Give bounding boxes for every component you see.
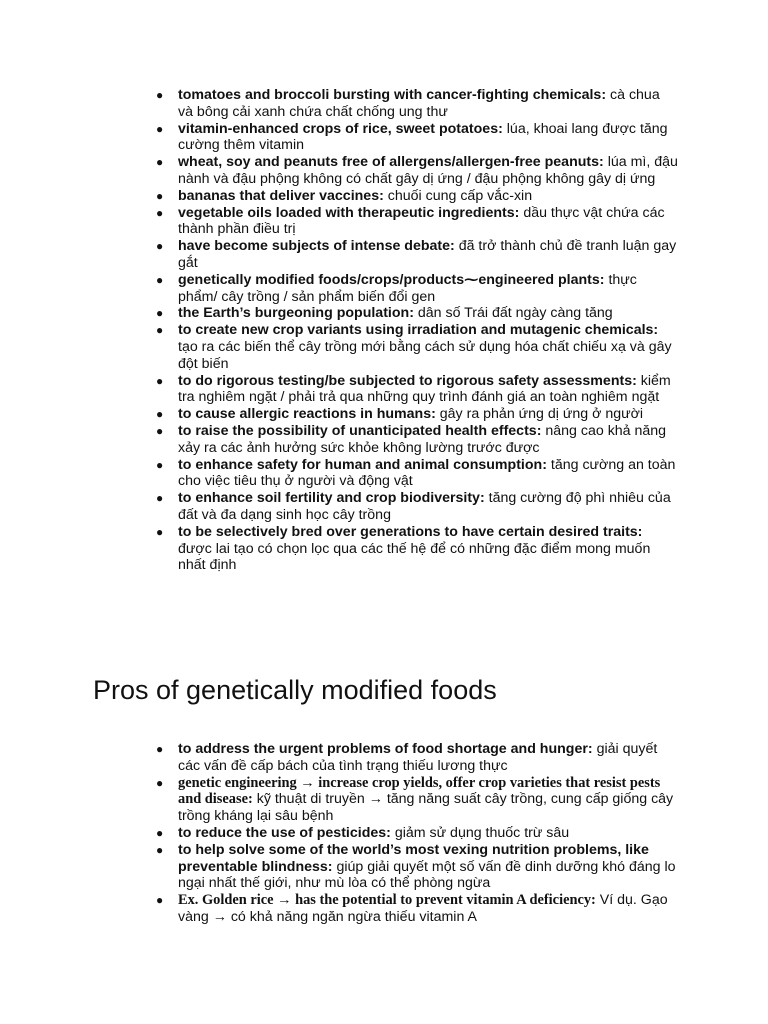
list-item bbox=[156, 741, 678, 775]
definition-text: thực phẩm/ cây trồng / sản phẩm biến đổi gen bbox=[178, 271, 637, 305]
term-text: to enhance safety for human and animal consumption: bbox=[178, 456, 547, 473]
term-text: genetically modified foods/crops/products⁓engineered plants: bbox=[178, 271, 605, 288]
term-text: to enhance soil fertility and crop biodiversity: bbox=[178, 490, 485, 507]
bullet-icon: ● bbox=[156, 239, 164, 254]
definition-text: dầu thực vật chứa các thành phần điều trị bbox=[178, 204, 665, 238]
term-text: to address the urgent problems of food shortage and hunger: bbox=[178, 741, 593, 757]
term-text: vegetable oils loaded with therapeutic ingredients: bbox=[178, 204, 520, 221]
list-item bbox=[156, 238, 678, 272]
bullet-icon: ● bbox=[156, 205, 164, 220]
definition-text: giải quyết các vấn đề cấp bách của tình trạng thiếu lương thực bbox=[178, 741, 658, 774]
bullet-icon: ● bbox=[156, 457, 164, 472]
bullet-icon: ● bbox=[156, 88, 164, 102]
bullet-icon: ● bbox=[156, 825, 164, 840]
bullet-icon: ● bbox=[156, 272, 164, 287]
term-text: wheat, soy and peanuts free of allergens/allergen-free peanuts: bbox=[178, 154, 604, 171]
term-text: to create new crop variants using irradiation and mutagenic chemicals: bbox=[178, 322, 659, 339]
bullet-icon: ● bbox=[156, 407, 164, 422]
list-item bbox=[156, 523, 678, 574]
definition-text: tạo ra các biến thể cây trồng mới bằng cách sử dụng hóa chất chiếu xạ và gây đột biến bbox=[178, 338, 672, 372]
list-item bbox=[156, 406, 678, 423]
term-text: Ex. Golden rice → has the potential to prevent vitamin A deficiency: bbox=[178, 892, 596, 909]
term-text: tomatoes and broccoli bursting with cancer-fighting chemicals: bbox=[178, 87, 607, 103]
definition-text: kỹ thuật di truyền → tăng năng suất cây trồng, cung cấp giống cây trồng kháng lại sâu bệnh bbox=[178, 791, 674, 825]
list-item bbox=[156, 322, 678, 372]
bullet-icon: ● bbox=[156, 524, 164, 539]
definition-text: Ví dụ. Gạo vàng → có khả năng ngăn ngừa thiếu vitamin A bbox=[178, 892, 668, 925]
bullet-icon: ● bbox=[156, 893, 164, 908]
definition-text: tăng cường an toàn cho việc tiêu thụ ở người và động vật bbox=[178, 456, 676, 490]
list-item bbox=[156, 892, 678, 926]
term-text: genetic engineering → increase crop yields, offer crop varieties that resist pests and disease: bbox=[178, 774, 661, 808]
list-item bbox=[156, 841, 678, 892]
term-text: have become subjects of intense debate: bbox=[178, 238, 455, 255]
term-text: to reduce the use of pesticides: bbox=[178, 824, 391, 841]
list-item bbox=[156, 154, 678, 188]
list-item bbox=[156, 120, 678, 155]
list-item bbox=[156, 204, 678, 239]
section-heading: Pros of genetically modified foods bbox=[93, 675, 497, 705]
definition-text: nâng cao khả năng xảy ra các ảnh hưởng sức khỏe không lường trước được bbox=[178, 422, 667, 456]
definition-text: cà chua và bông cải xanh chứa chất chống ung thư bbox=[178, 87, 660, 120]
list-item bbox=[156, 422, 678, 457]
definition-text: giảm sử dụng thuốc trừ sâu bbox=[394, 824, 570, 841]
definition-text: kiểm tra nghiêm ngặt / phải trả qua những quy trình đánh giá an toàn nghiêm ngặt bbox=[178, 372, 671, 406]
list-item bbox=[156, 271, 678, 306]
bullet-icon: ● bbox=[156, 121, 164, 136]
term-text: bananas that deliver vaccines: bbox=[178, 187, 384, 204]
bullet-icon: ● bbox=[156, 188, 164, 203]
bullet-icon: ● bbox=[156, 842, 164, 857]
bullet-icon: ● bbox=[156, 155, 164, 170]
definition-text: giúp giải quyết một số vấn đề dinh dưỡng khó đáng lo ngại nhất thế giới, như mù lòa có thể phòng ngừa bbox=[178, 858, 676, 892]
list-item bbox=[156, 456, 678, 491]
bullet-icon: ● bbox=[156, 491, 164, 506]
list-item bbox=[156, 87, 678, 121]
term-text: to be selectively bred over generations to have certain desired traits: bbox=[178, 523, 643, 540]
term-text: the Earth’s burgeoning population: bbox=[178, 305, 414, 322]
definition-text: lúa, khoai lang được tăng cường thêm vitamin bbox=[178, 120, 668, 154]
definition-text: dân số Trái đất ngày càng tăng bbox=[417, 305, 613, 322]
definition-text: gây ra phản ứng dị ứng ở người bbox=[439, 406, 644, 423]
vocabulary-list-intro bbox=[156, 87, 678, 574]
term-text: to raise the possibility of unanticipated health effects: bbox=[178, 422, 542, 439]
vocabulary-list-pros bbox=[156, 741, 678, 926]
list-item bbox=[156, 372, 678, 407]
definition-text: chuối cung cấp vắc-xin bbox=[387, 187, 533, 204]
bullet-icon: ● bbox=[156, 775, 164, 790]
list-item bbox=[156, 305, 678, 322]
bullet-icon: ● bbox=[156, 742, 164, 756]
list-item bbox=[156, 187, 678, 205]
term-text: to help solve some of the world’s most vexing nutrition problems, like preventable blindness: bbox=[178, 841, 649, 875]
definition-text: đã trở thành chủ đề tranh luận gay gắt bbox=[178, 238, 677, 271]
definition-text: lúa mì, đậu nành và đậu phộng không có chất gây dị ứng / đậu phộng không gây dị ứng bbox=[178, 154, 678, 187]
definition-text: được lai tạo có chọn lọc qua các thế hệ để có những đặc điểm mong muốn nhất định bbox=[178, 540, 651, 574]
bullet-icon: ● bbox=[156, 423, 164, 438]
term-text: vitamin-enhanced crops of rice, sweet potatoes: bbox=[178, 120, 503, 137]
definition-text: tăng cường độ phì nhiêu của đất và đa dạng sinh học cây trồng bbox=[178, 490, 671, 523]
list-item bbox=[156, 824, 678, 842]
term-text: to cause allergic reactions in humans: bbox=[178, 406, 436, 423]
bullet-icon: ● bbox=[156, 373, 164, 388]
list-item bbox=[156, 774, 678, 825]
term-text: to do rigorous testing/be subjected to rigorous safety assessments: bbox=[178, 372, 637, 389]
bullet-icon: ● bbox=[156, 306, 164, 321]
bullet-icon: ● bbox=[156, 323, 164, 338]
list-item bbox=[156, 490, 678, 524]
